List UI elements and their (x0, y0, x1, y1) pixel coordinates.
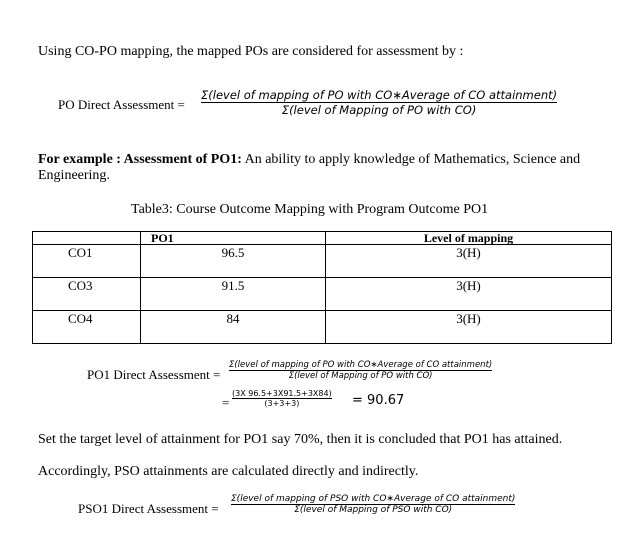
cell-co: CO1 (33, 245, 141, 278)
header-level-of-mapping: Level of mapping (326, 232, 612, 245)
calc-denominator: (3+3+3) (264, 399, 300, 408)
header-co (33, 232, 141, 245)
cell-level: 3(H) (326, 311, 612, 344)
cell-level: 3(H) (326, 245, 612, 278)
formula-numerator: Σ(level of mapping of PSO with CO∗Average of CO attainment) (231, 494, 516, 504)
formula-denominator: Σ(level of Mapping of PO with CO) (281, 103, 477, 117)
cell-value: 84 (141, 311, 326, 344)
formula-denominator: Σ(level of Mapping of PO with CO) (288, 371, 433, 381)
cell-level: 3(H) (326, 278, 612, 311)
table-row (33, 311, 612, 344)
po1-direct-assessment-fraction (229, 360, 492, 381)
table-caption: Table3: Course Outcome Mapping with Program Outcome PO1 (131, 202, 489, 217)
target-text: Set the target level of attainment for PO1 say 70%, then it is concluded that PO1 has attained. (38, 432, 563, 447)
cell-value: 96.5 (141, 245, 326, 278)
header-po1: PO1 (141, 232, 326, 245)
formula-numerator: Σ(level of mapping of PO with CO∗Average of CO attainment) (229, 360, 493, 370)
cell-co: CO4 (33, 311, 141, 344)
pso1-direct-assessment-label: PSO1 Direct Assessment = (78, 501, 219, 516)
po-direct-assessment-fraction (201, 88, 557, 117)
po1-result: = 90.67 (352, 393, 405, 408)
example-text: An ability to apply knowledge of Mathematics, Science and (241, 152, 581, 167)
intro-text: Using CO-PO mapping, the mapped POs are considered for assessment by : (38, 44, 464, 59)
cell-co: CO3 (33, 278, 141, 311)
co-po-mapping-table (32, 231, 612, 344)
table-header-row (33, 232, 612, 245)
formula-numerator: Σ(level of mapping of PO with CO∗Average of CO attainment) (201, 88, 558, 102)
po-direct-assessment-label: PO Direct Assessment = (58, 97, 185, 112)
example-line-2: Engineering. (38, 168, 110, 183)
po1-direct-assessment-label: PO1 Direct Assessment = (87, 367, 221, 382)
pso1-direct-assessment-fraction (231, 494, 515, 515)
po1-calculation-fraction (232, 389, 332, 408)
calc-numerator: (3X 96.5+3X91.5+3X84) (232, 389, 332, 398)
pso-text: Accordingly, PSO attainments are calculated directly and indirectly. (38, 464, 419, 479)
table-row (33, 245, 612, 278)
cell-value: 91.5 (141, 278, 326, 311)
example-bold-label: For example : Assessment of PO1: (38, 152, 242, 167)
table-row (33, 278, 612, 311)
equals-sign: = (222, 395, 230, 410)
example-line (38, 152, 580, 168)
formula-denominator: Σ(level of Mapping of PSO with CO) (294, 505, 453, 515)
